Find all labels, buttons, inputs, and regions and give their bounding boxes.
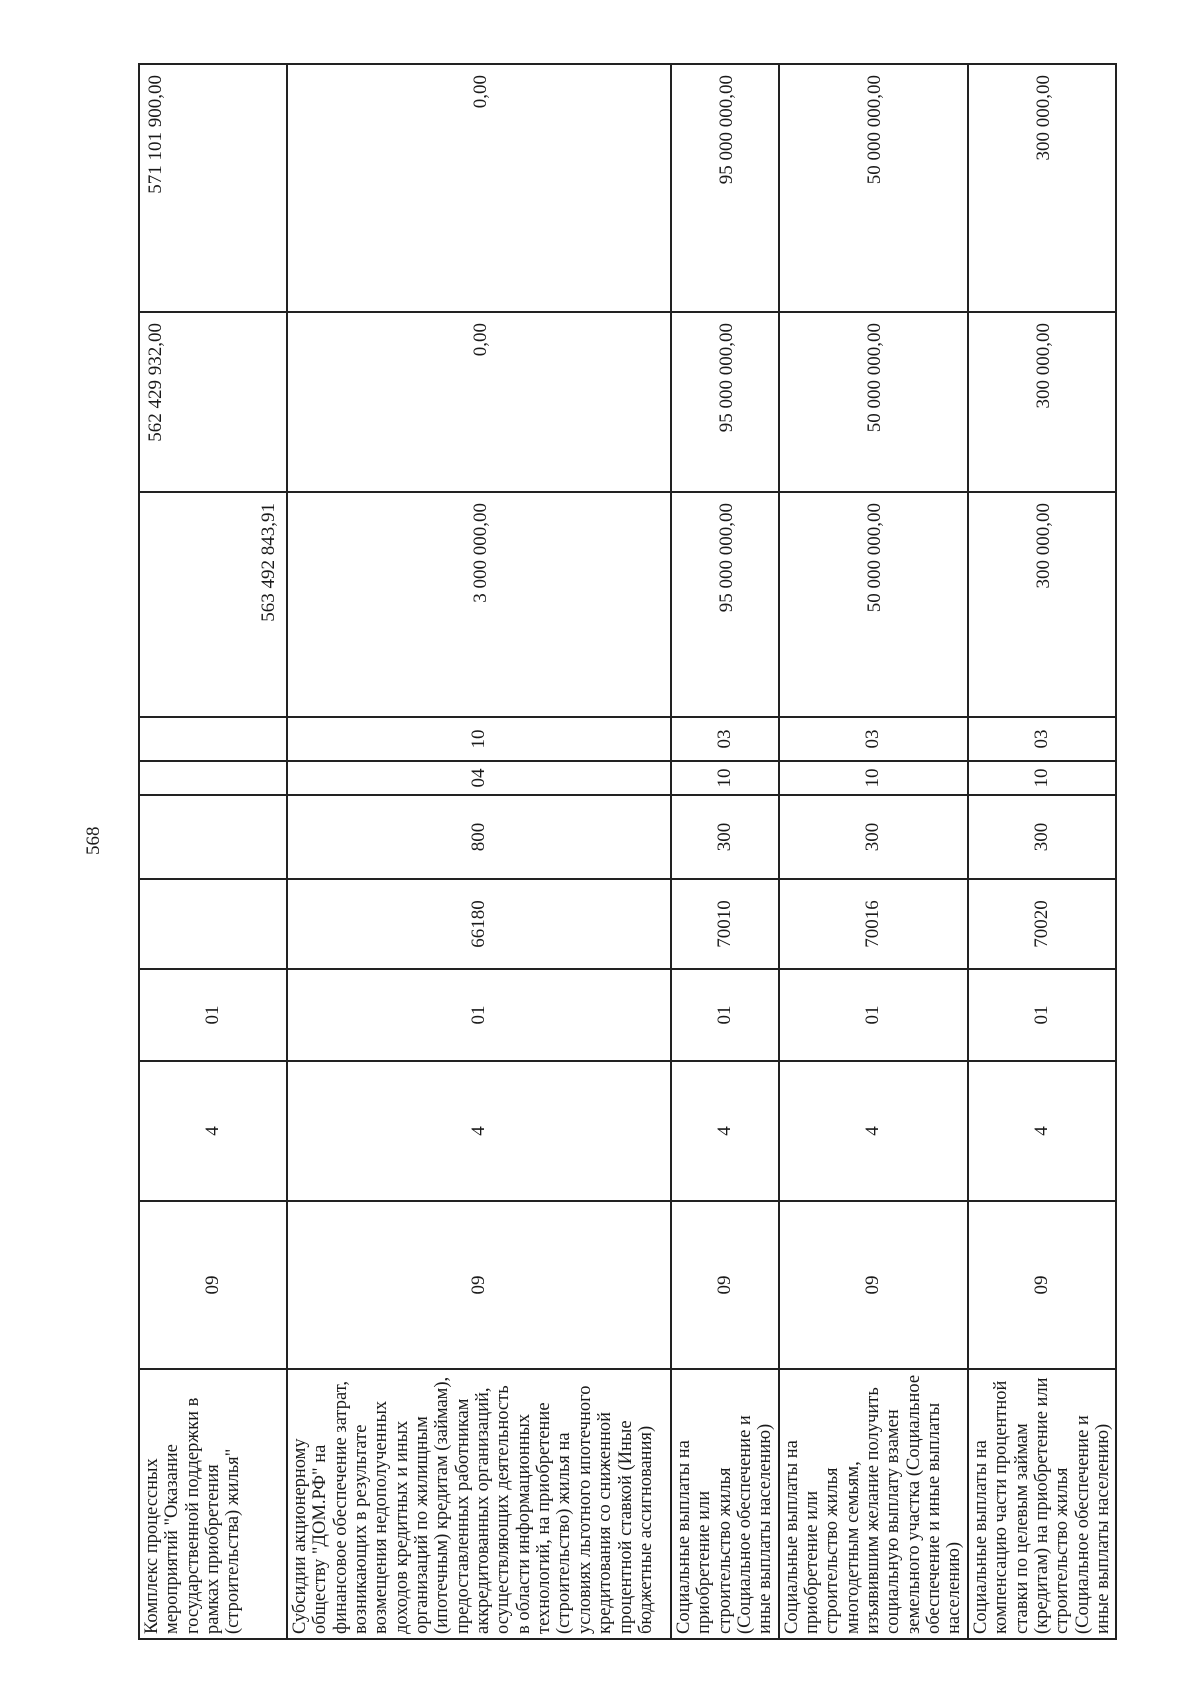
cell-code-2: 4 xyxy=(968,1061,1116,1201)
cell-code-1: 09 xyxy=(968,1201,1116,1369)
table-row xyxy=(139,64,287,1639)
cell-code-6: 10 xyxy=(968,761,1116,795)
cell-code-2: 4 xyxy=(671,1061,779,1201)
cell-code-5 xyxy=(139,795,287,879)
cell-amount-1: 300 000,00 xyxy=(968,492,1116,717)
cell-amount-3: 95 000 000,00 xyxy=(671,64,779,312)
page-number: 568 xyxy=(83,826,104,855)
cell-code-1: 09 xyxy=(671,1201,779,1369)
cell-amount-1: 563 492 843,91 xyxy=(139,492,287,717)
cell-amount-1: 50 000 000,00 xyxy=(779,492,968,717)
cell-code-1: 09 xyxy=(139,1201,287,1369)
row-name: Социальные выплаты на компенсацию части процентной ставки по целевым займам (кредитам) на приобретение или строительство жилья (Социальное обеспечение и иные выплаты населению) xyxy=(968,1369,1116,1639)
cell-code-3: 01 xyxy=(287,969,671,1061)
table-row xyxy=(779,64,968,1639)
cell-code-7: 10 xyxy=(287,717,671,761)
cell-code-5: 300 xyxy=(968,795,1116,879)
cell-code-7: 03 xyxy=(779,717,968,761)
cell-code-3: 01 xyxy=(779,969,968,1061)
cell-code-2: 4 xyxy=(779,1061,968,1201)
row-name: Социальные выплаты на приобретение или строительство жилья многодетным семьям, изъявившим желание получить социальную выплату взамен земельного участка (Социальное обеспечение и иные выплаты населению) xyxy=(779,1369,968,1639)
cell-code-5: 800 xyxy=(287,795,671,879)
cell-code-5: 300 xyxy=(671,795,779,879)
cell-amount-1: 95 000 000,00 xyxy=(671,492,779,717)
cell-code-4: 70010 xyxy=(671,879,779,969)
table-row xyxy=(287,64,671,1639)
budget-table xyxy=(138,63,1117,1640)
rotated-table-wrapper xyxy=(138,65,1113,1640)
cell-amount-3: 0,00 xyxy=(287,64,671,312)
cell-code-2: 4 xyxy=(287,1061,671,1201)
cell-amount-3: 300 000,00 xyxy=(968,64,1116,312)
cell-code-4: 70020 xyxy=(968,879,1116,969)
cell-code-2: 4 xyxy=(139,1061,287,1201)
cell-code-4: 66180 xyxy=(287,879,671,969)
cell-code-5: 300 xyxy=(779,795,968,879)
cell-amount-3: 571 101 900,00 xyxy=(139,64,287,312)
table-row xyxy=(968,64,1116,1639)
cell-code-1: 09 xyxy=(287,1201,671,1369)
cell-code-6: 04 xyxy=(287,761,671,795)
row-name: Субсидии акционерному обществу "ДОМ.РФ" на финансовое обеспечение затрат, возникающих в результате возмещения недополученных доходов кредитных и иных организаций по жилищным (ипотечным) кредитам (займам), предоставленных работникам аккредитованных организаций, осуществляющих деятельность в области информационных технологий, на приобретение (строительство) жилья на условиях льготного ипотечного кредитования со сниженной процентной ставкой (Иные бюджетные ассигнования) xyxy=(287,1369,671,1639)
table-row xyxy=(671,64,779,1639)
cell-code-3: 01 xyxy=(968,969,1116,1061)
cell-code-1: 09 xyxy=(779,1201,968,1369)
cell-code-7 xyxy=(139,717,287,761)
cell-amount-3: 50 000 000,00 xyxy=(779,64,968,312)
row-name: Социальные выплаты на приобретение или строительство жилья (Социальное обеспечение и иные выплаты населению) xyxy=(671,1369,779,1639)
cell-amount-2: 50 000 000,00 xyxy=(779,312,968,492)
cell-code-7: 03 xyxy=(671,717,779,761)
cell-code-6 xyxy=(139,761,287,795)
cell-code-7: 03 xyxy=(968,717,1116,761)
cell-amount-2: 300 000,00 xyxy=(968,312,1116,492)
cell-amount-2: 0,00 xyxy=(287,312,671,492)
cell-code-4 xyxy=(139,879,287,969)
cell-code-4: 70016 xyxy=(779,879,968,969)
cell-amount-2: 562 429 932,00 xyxy=(139,312,287,492)
cell-code-3: 01 xyxy=(671,969,779,1061)
cell-code-3: 01 xyxy=(139,969,287,1061)
cell-code-6: 10 xyxy=(779,761,968,795)
cell-code-6: 10 xyxy=(671,761,779,795)
row-name: Комплекс процессных мероприятий "Оказание государственной поддержки в рамках приобретения (строительства) жилья" xyxy=(139,1369,287,1639)
cell-amount-2: 95 000 000,00 xyxy=(671,312,779,492)
cell-amount-1: 3 000 000,00 xyxy=(287,492,671,717)
